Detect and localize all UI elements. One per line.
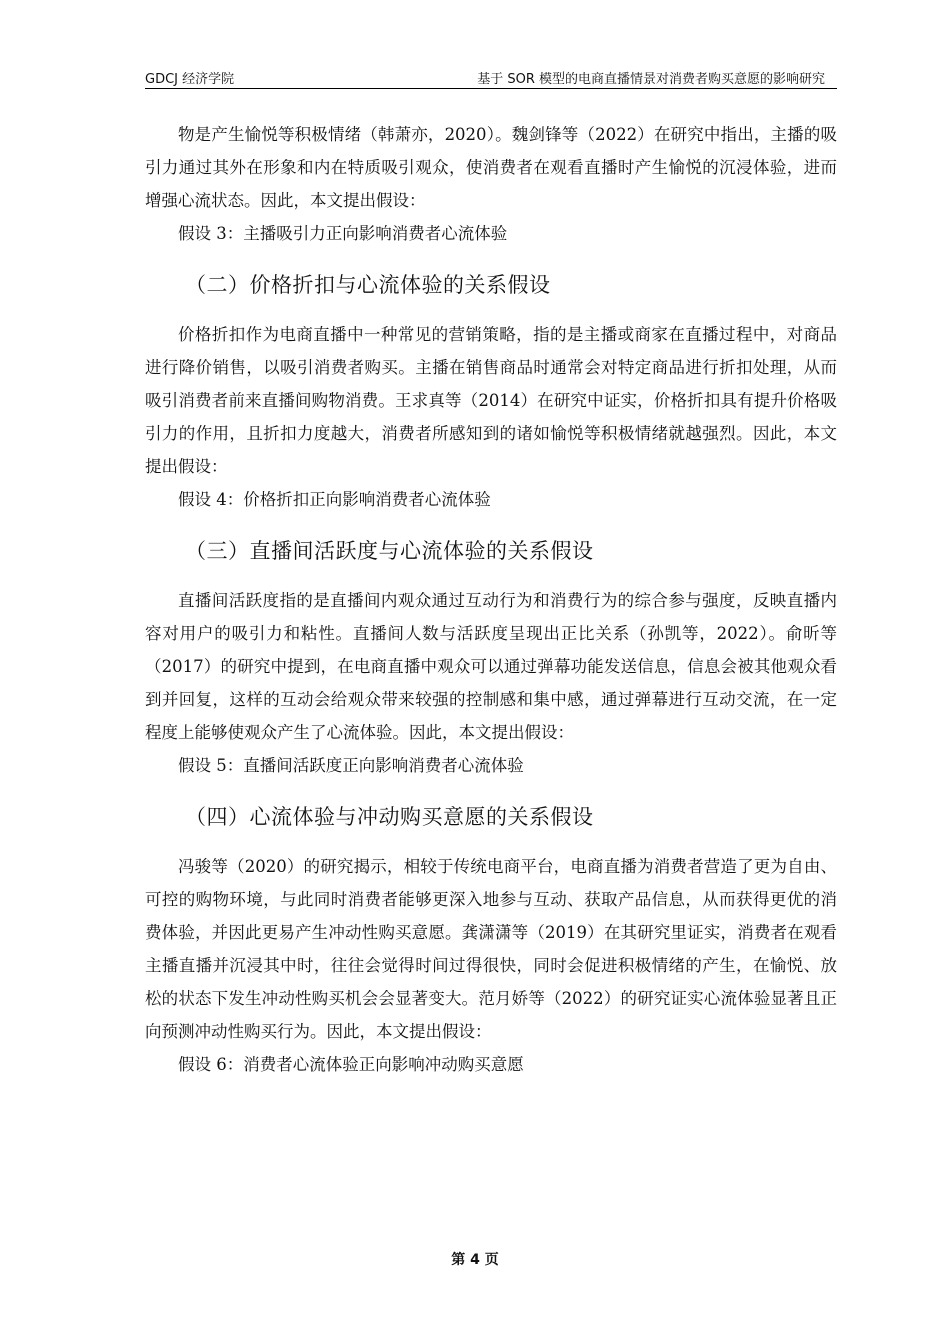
- body-paragraph: 物是产生愉悦等积极情绪（韩萧亦，2020）。魏剑锋等（2022）在研究中指出，主播的吸引力通过其外在形象和内在特质吸引观众，使消费者在观看直播时产生愉悦的沉浸体验，进而增强心流状态。因此，本文提出假设：: [145, 125, 837, 210]
- page-number: 第 4 页: [451, 1252, 499, 1268]
- hypothesis-4: 假设 4：价格折扣正向影响消费者心流体验: [178, 490, 491, 509]
- body-paragraph: 价格折扣作为电商直播中一种常见的营销策略，指的是主播或商家在直播过程中，对商品进行降价销售，以吸引消费者购买。主播在销售商品时通常会对特定商品进行折扣处理，从而吸引消费者前来直播间购物消费。王求真等（2014）在研究中证实，价格折扣具有提升价格吸引力的作用，且折扣力度越大，消费者所感知到的诸如愉悦等积极情绪就越强烈。因此，本文提出假设：: [145, 325, 837, 476]
- hypothesis-6: 假设 6：消费者心流体验正向影响冲动购买意愿: [178, 1055, 524, 1074]
- section-heading-4: （四）心流体验与冲动购买意愿的关系假设: [185, 805, 594, 829]
- hypothesis-5: 假设 5：直播间活跃度正向影响消费者心流体验: [178, 756, 524, 775]
- header-title: 基于 SOR 模型的电商直播情景对消费者购买意愿的影响研究: [477, 72, 825, 87]
- hypothesis-3: 假设 3：主播吸引力正向影响消费者心流体验: [178, 224, 508, 243]
- body-paragraph: 直播间活跃度指的是直播间内观众通过互动行为和消费行为的综合参与强度，反映直播内容对用户的吸引力和粘性。直播间人数与活跃度呈现出正比关系（孙凯等，2022）。俞昕等（2017）的研究中提到，在电商直播中观众可以通过弹幕功能发送信息，信息会被其他观众看到并回复，这样的互动会给观众带来较强的控制感和集中感，通过弹幕进行互动交流，在一定程度上能够使观众产生了心流体验。因此，本文提出假设：: [145, 591, 837, 742]
- section-heading-2: （二）价格折扣与心流体验的关系假设: [185, 273, 551, 297]
- body-paragraph: 冯骏等（2020）的研究揭示，相较于传统电商平台，电商直播为消费者营造了更为自由、可控的购物环境，与此同时消费者能够更深入地参与互动、获取产品信息，从而获得更优的消费体验，并因此更易产生冲动性购买意愿。龚潇潇等（2019）在其研究里证实，消费者在观看主播直播并沉浸其中时，往往会觉得时间过得很快，同时会促进积极情绪的产生，在愉悦、放松的状态下发生冲动性购买机会会显著变大。范月娇等（2022）的研究证实心流体验显著且正向预测冲动性购买行为。因此，本文提出假设：: [145, 857, 837, 1041]
- document-body: [145, 118, 837, 1091]
- page-header: [145, 66, 837, 89]
- header-school: GDCJ 经济学院: [145, 72, 235, 87]
- section-heading-3: （三）直播间活跃度与心流体验的关系假设: [185, 539, 594, 563]
